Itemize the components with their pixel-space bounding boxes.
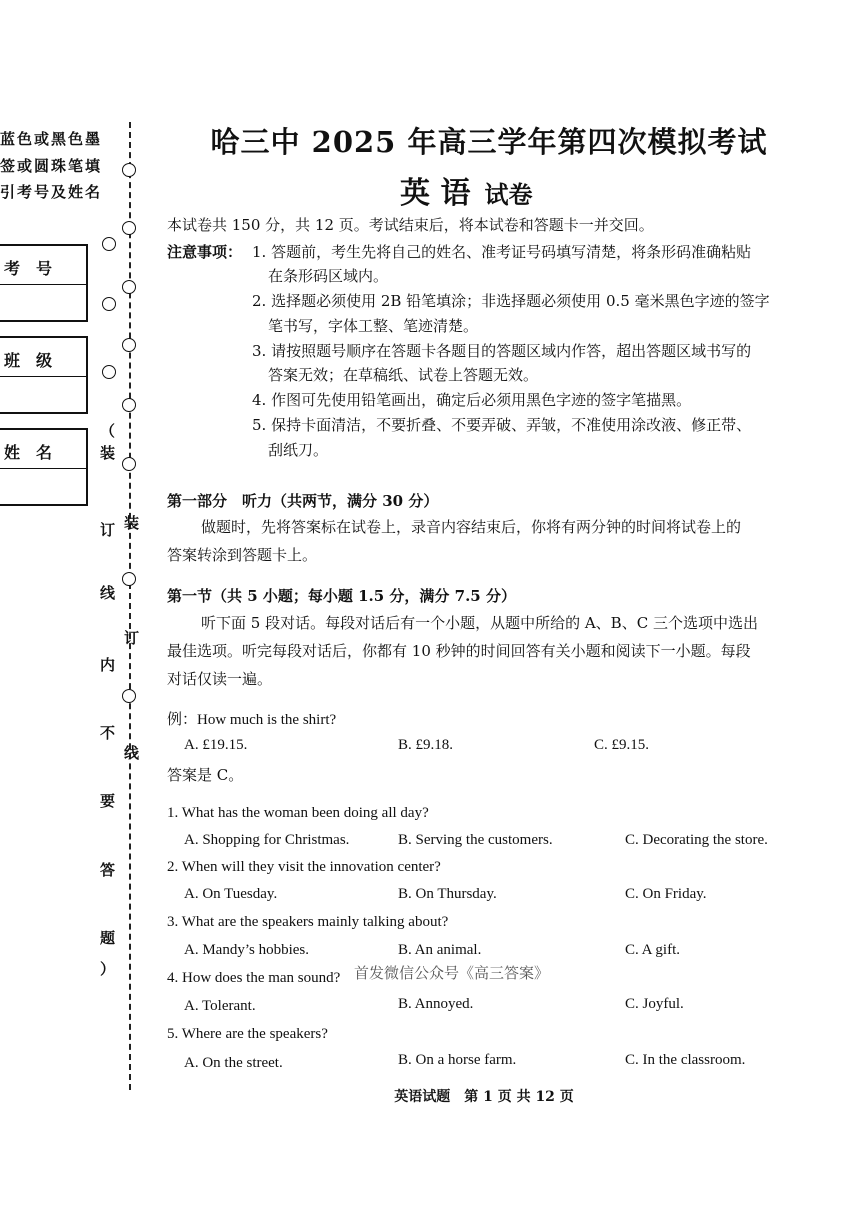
notice-label: 注意事项： (167, 243, 243, 261)
name-label: 姓 名 (4, 443, 53, 462)
question-4: 4. How does the man sound? (167, 970, 341, 986)
question-3-option-a[interactable]: A. Mandy’s hobbies. (184, 942, 309, 958)
margin-instruction-line-3: 引考号及姓名 (0, 183, 103, 201)
question-4-option-c[interactable]: C. Joyful. (625, 996, 684, 1012)
part1-title: 第一部分 听力（共两节，满分 30 分） (167, 492, 439, 510)
question-3-option-c[interactable]: C. A gift. (625, 942, 681, 958)
question-3: 3. What are the speakers mainly talking about? (167, 914, 449, 930)
question-1-option-c[interactable]: C. Decorating the store. (625, 832, 768, 848)
question-5-option-b[interactable]: B. On a horse farm. (398, 1052, 517, 1068)
binding-hole (122, 221, 136, 235)
field-divider (0, 468, 86, 469)
exam-number-field[interactable] (0, 244, 88, 322)
example-option-b: B. £9.18. (398, 737, 454, 753)
intro-text: 本试卷共 150 分，共 12 页。考试结束后，将本试卷和答题卡一并交回。 (167, 216, 654, 234)
binding-char: （ (100, 422, 116, 440)
notice-item-5-cont: 刮纸刀。 (268, 441, 329, 459)
notice-item-3-cont: 答案无效；在草稿纸、试卷上答题无效。 (268, 366, 539, 384)
binding-char: 订 (124, 629, 140, 647)
question-2: 2. When will they visit the innovation center? (167, 859, 441, 875)
binding-char: 线 (124, 744, 140, 762)
question-2-option-a[interactable]: A. On Tuesday. (184, 886, 278, 902)
class-field[interactable] (0, 336, 88, 414)
section1-title: 第一节（共 5 小题；每小题 1.5 分，满分 7.5 分） (167, 587, 516, 605)
binding-hole (122, 457, 136, 471)
section1-desc-line-3: 对话仅读一遍。 (167, 670, 273, 688)
example-answer: 答案是 C。 (167, 766, 244, 784)
binding-hole (102, 365, 116, 379)
binding-char: 不 (100, 724, 116, 742)
binding-hole (122, 338, 136, 352)
exam-number-label: 考 号 (4, 259, 53, 278)
field-divider (0, 376, 86, 377)
exam-title: 哈三中 2025 年高三学年第四次模拟考试 (210, 125, 768, 159)
binding-char: 内 (100, 656, 116, 674)
question-5: 5. Where are the speakers? (167, 1026, 328, 1042)
part1-desc-line-2: 答案转涂到答题卡上。 (167, 546, 318, 564)
binding-hole (102, 297, 116, 311)
binding-char: 线 (100, 584, 116, 602)
notice-item-1: 1. 答题前，考生先将自己的姓名、准考证号码填写清楚，将条形码准确粘贴 (252, 243, 752, 261)
notice-item-2: 2. 选择题必须使用 2B 铅笔填涂；非选择题必须使用 0.5 毫米黑色字迹的签字 (252, 292, 770, 310)
question-4-option-b[interactable]: B. Annoyed. (398, 996, 474, 1012)
exam-subtitle (400, 168, 532, 212)
binding-hole (122, 398, 136, 412)
part1-desc-line-1: 做题时，先将答案标在试卷上，录音内容结束后，你将有两分钟的时间将试卷上的 (201, 518, 742, 536)
class-label: 班 级 (4, 351, 53, 370)
question-1: 1. What has the woman been doing all day? (167, 805, 429, 821)
binding-hole (122, 280, 136, 294)
page-footer: 英语试题 第 1 页 共 12 页 (394, 1089, 574, 1105)
notice-item-2-cont: 笔书写，字体工整、笔迹清楚。 (268, 317, 479, 335)
question-5-option-a[interactable]: A. On the street. (184, 1055, 283, 1071)
section1-desc-line-1: 听下面 5 段对话。每段对话后有一个小题，从题中所给的 A、B、C 三个选项中选出 (201, 614, 758, 632)
question-3-option-b[interactable]: B. An animal. (398, 942, 482, 958)
binding-char: 装 (100, 444, 116, 462)
margin-instruction-line-2: 签或圆珠笔填 (0, 157, 103, 175)
section1-desc-line-2: 最佳选项。听完每段对话后，你都有 10 秒钟的时间回答有关小题和阅读下一小题。每段 (167, 642, 751, 660)
binding-char: 答 (100, 861, 116, 879)
question-1-option-a[interactable]: A. Shopping for Christmas. (184, 832, 350, 848)
binding-char: 订 (100, 521, 116, 539)
binding-hole (122, 572, 136, 586)
binding-hole (102, 237, 116, 251)
notice-item-4: 4. 作图可先使用铅笔画出，确定后必须用黑色字迹的签字笔描黑。 (252, 391, 692, 409)
example-option-a: A. £19.15. (184, 737, 248, 753)
watermark-text: 首发微信公众号《高三答案》 (354, 964, 550, 982)
binding-char: ） (100, 960, 116, 978)
notice-item-1-cont: 在条形码区域内。 (268, 267, 389, 285)
binding-char: 要 (100, 792, 116, 810)
question-2-option-c[interactable]: C. On Friday. (625, 886, 707, 902)
margin-instruction-line-1: 蓝色或黑色墨 (0, 130, 103, 148)
binding-hole (122, 163, 136, 177)
binding-char: 装 (124, 514, 140, 532)
example-option-c: C. £9.15. (594, 737, 650, 753)
question-5-option-c[interactable]: C. In the classroom. (625, 1052, 746, 1068)
question-2-option-b[interactable]: B. On Thursday. (398, 886, 497, 902)
subject-name: 英 语 (400, 176, 471, 211)
question-1-option-b[interactable]: B. Serving the customers. (398, 832, 553, 848)
paper-label: 试卷 (484, 180, 533, 209)
notice-item-5: 5. 保持卡面清洁，不要折叠、不要弄破、弄皱，不准使用涂改液、修正带、 (252, 416, 752, 434)
field-divider (0, 284, 86, 285)
example-question: 例：How much is the shirt? (167, 712, 337, 728)
binding-dashed-line (129, 122, 131, 1090)
name-field[interactable] (0, 428, 88, 506)
binding-hole (122, 689, 136, 703)
question-4-option-a[interactable]: A. Tolerant. (184, 998, 256, 1014)
binding-char: 题 (100, 929, 116, 947)
notice-item-3: 3. 请按照题号顺序在答题卡各题目的答题区域内作答，超出答题区域书写的 (252, 342, 752, 360)
